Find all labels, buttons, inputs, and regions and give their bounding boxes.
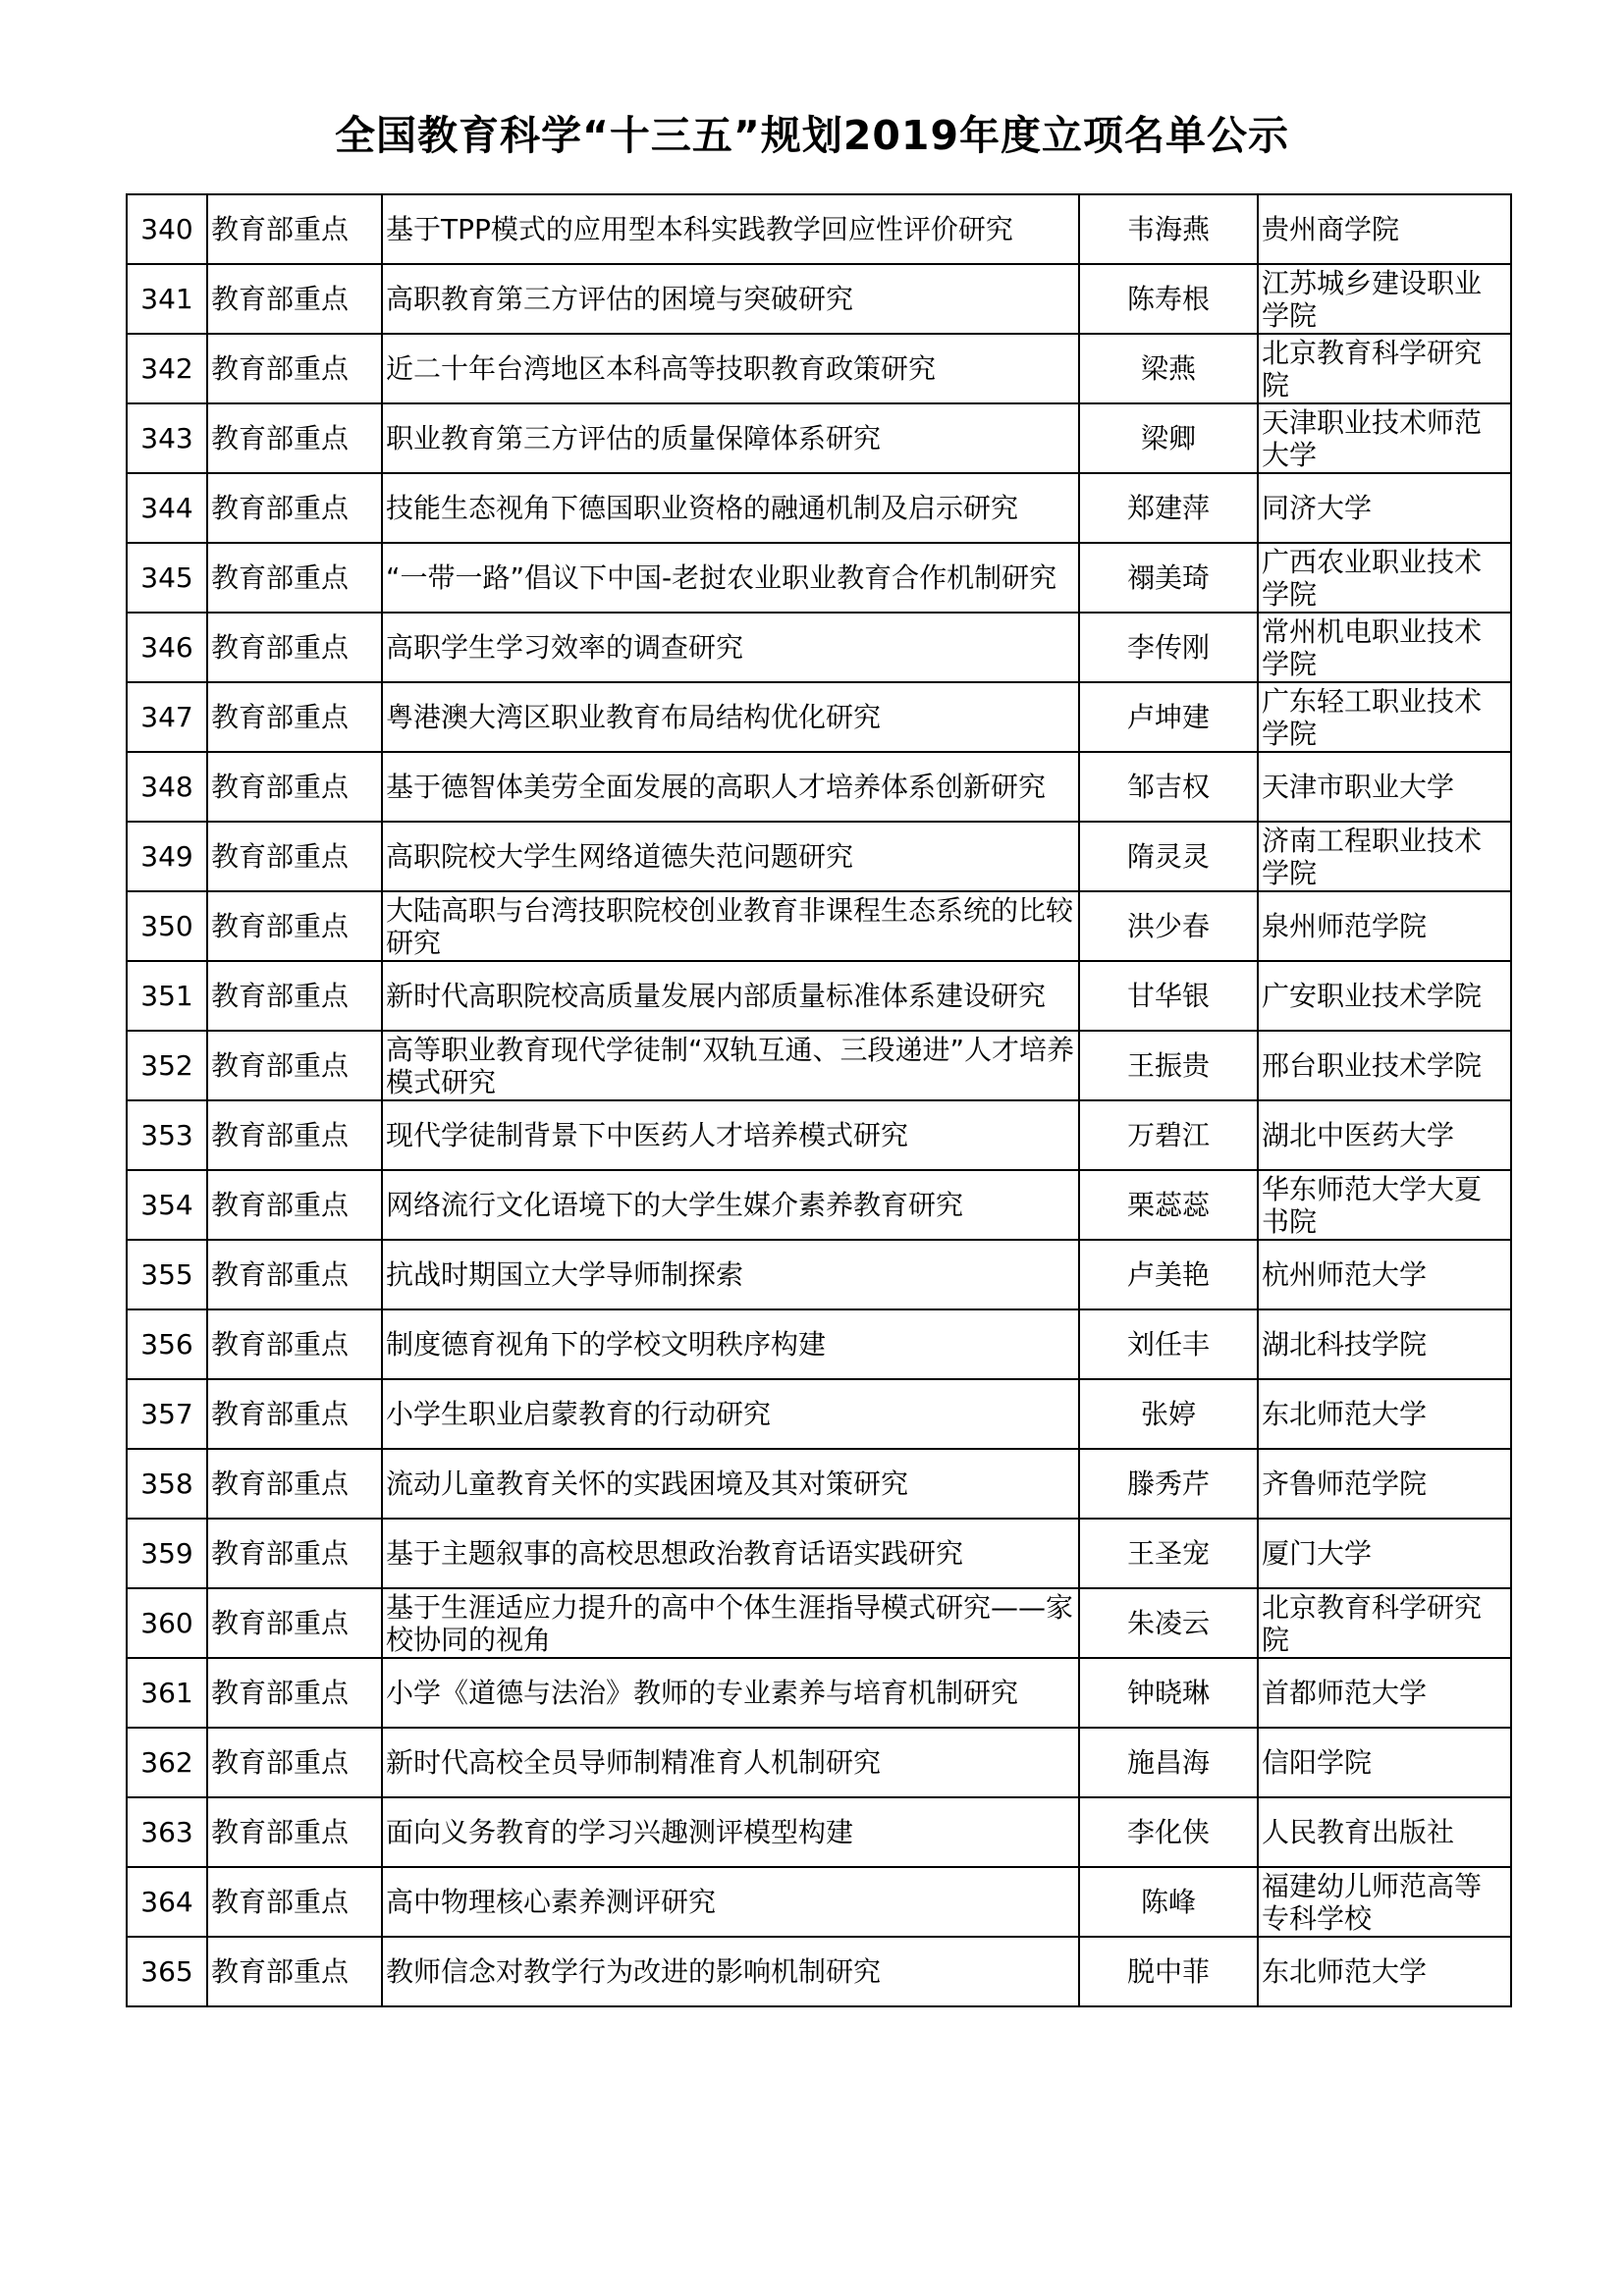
project-number: 346 [127, 613, 207, 682]
principal-name: 李化侠 [1079, 1797, 1258, 1867]
table-row [127, 264, 1511, 334]
project-number: 354 [127, 1170, 207, 1240]
project-title: 高等职业教育现代学徒制“双轨互通、三段递进”人才培养模式研究 [382, 1031, 1079, 1100]
institution-name: 广东轻工职业技术学院 [1258, 682, 1511, 752]
project-category: 教育部重点 [207, 961, 382, 1031]
project-number: 362 [127, 1728, 207, 1797]
institution-name: 泉州师范学院 [1258, 891, 1511, 961]
project-number: 352 [127, 1031, 207, 1100]
project-title: 高职教育第三方评估的困境与突破研究 [382, 264, 1079, 334]
table-row [127, 1658, 1511, 1728]
table-row [127, 1937, 1511, 2006]
table-row [127, 334, 1511, 403]
project-title: “一带一路”倡议下中国-老挝农业职业教育合作机制研究 [382, 543, 1079, 613]
project-title: 高职院校大学生网络道德失范问题研究 [382, 822, 1079, 891]
institution-name: 广西农业职业技术学院 [1258, 543, 1511, 613]
page-title: 全国教育科学“十三五”规划2019年度立项名单公示 [334, 112, 1289, 159]
institution-name: 福建幼儿师范高等专科学校 [1258, 1867, 1511, 1937]
project-category: 教育部重点 [207, 473, 382, 543]
institution-name: 湖北科技学院 [1258, 1309, 1511, 1379]
institution-name: 东北师范大学 [1258, 1937, 1511, 2006]
project-title: 新时代高职院校高质量发展内部质量标准体系建设研究 [382, 961, 1079, 1031]
project-number: 344 [127, 473, 207, 543]
project-list-table [126, 193, 1512, 2007]
table-row [127, 1240, 1511, 1309]
principal-name: 陈寿根 [1079, 264, 1258, 334]
project-title: 小学《道德与法治》教师的专业素养与培育机制研究 [382, 1658, 1079, 1728]
project-category: 教育部重点 [207, 1728, 382, 1797]
institution-name: 华东师范大学大夏书院 [1258, 1170, 1511, 1240]
table-row [127, 822, 1511, 891]
project-category: 教育部重点 [207, 1170, 382, 1240]
project-number: 353 [127, 1100, 207, 1170]
institution-name: 同济大学 [1258, 473, 1511, 543]
project-category: 教育部重点 [207, 194, 382, 264]
principal-name: 邹吉权 [1079, 752, 1258, 822]
project-title: 粤港澳大湾区职业教育布局结构优化研究 [382, 682, 1079, 752]
principal-name: 韦海燕 [1079, 194, 1258, 264]
project-category: 教育部重点 [207, 1588, 382, 1658]
table-row [127, 1031, 1511, 1100]
principal-name: 刘任丰 [1079, 1309, 1258, 1379]
table-row [127, 1309, 1511, 1379]
project-category: 教育部重点 [207, 682, 382, 752]
table-row [127, 752, 1511, 822]
table-row [127, 1728, 1511, 1797]
institution-name: 湖北中医药大学 [1258, 1100, 1511, 1170]
institution-name: 东北师范大学 [1258, 1379, 1511, 1449]
project-number: 360 [127, 1588, 207, 1658]
project-title: 基于TPP模式的应用型本科实践教学回应性评价研究 [382, 194, 1079, 264]
table-row [127, 682, 1511, 752]
project-category: 教育部重点 [207, 334, 382, 403]
table-row [127, 403, 1511, 473]
project-category: 教育部重点 [207, 1379, 382, 1449]
project-number: 348 [127, 752, 207, 822]
project-number: 358 [127, 1449, 207, 1519]
principal-name: 陈峰 [1079, 1867, 1258, 1937]
project-category: 教育部重点 [207, 822, 382, 891]
project-title: 制度德育视角下的学校文明秩序构建 [382, 1309, 1079, 1379]
project-number: 343 [127, 403, 207, 473]
institution-name: 广安职业技术学院 [1258, 961, 1511, 1031]
project-title: 新时代高校全员导师制精准育人机制研究 [382, 1728, 1079, 1797]
institution-name: 人民教育出版社 [1258, 1797, 1511, 1867]
principal-name: 钟晓琳 [1079, 1658, 1258, 1728]
institution-name: 首都师范大学 [1258, 1658, 1511, 1728]
institution-name: 邢台职业技术学院 [1258, 1031, 1511, 1100]
project-category: 教育部重点 [207, 1100, 382, 1170]
institution-name: 齐鲁师范学院 [1258, 1449, 1511, 1519]
project-number: 356 [127, 1309, 207, 1379]
project-category: 教育部重点 [207, 1658, 382, 1728]
institution-name: 天津市职业大学 [1258, 752, 1511, 822]
principal-name: 李传刚 [1079, 613, 1258, 682]
institution-name: 北京教育科学研究院 [1258, 334, 1511, 403]
project-number: 363 [127, 1797, 207, 1867]
project-number: 341 [127, 264, 207, 334]
table-row [127, 473, 1511, 543]
principal-name: 栗蕊蕊 [1079, 1170, 1258, 1240]
project-number: 361 [127, 1658, 207, 1728]
table-row [127, 1449, 1511, 1519]
principal-name: 甘华银 [1079, 961, 1258, 1031]
project-category: 教育部重点 [207, 543, 382, 613]
table-row [127, 1588, 1511, 1658]
principal-name: 洪少春 [1079, 891, 1258, 961]
project-category: 教育部重点 [207, 403, 382, 473]
project-title: 教师信念对教学行为改进的影响机制研究 [382, 1937, 1079, 2006]
principal-name: 万碧江 [1079, 1100, 1258, 1170]
table-row [127, 961, 1511, 1031]
project-title: 近二十年台湾地区本科高等技职教育政策研究 [382, 334, 1079, 403]
institution-name: 天津职业技术师范大学 [1258, 403, 1511, 473]
project-title: 高中物理核心素养测评研究 [382, 1867, 1079, 1937]
project-title: 抗战时期国立大学导师制探索 [382, 1240, 1079, 1309]
project-title: 高职学生学习效率的调查研究 [382, 613, 1079, 682]
project-category: 教育部重点 [207, 1519, 382, 1588]
project-category: 教育部重点 [207, 1240, 382, 1309]
project-category: 教育部重点 [207, 891, 382, 961]
project-number: 350 [127, 891, 207, 961]
table-row [127, 1797, 1511, 1867]
project-title: 基于德智体美劳全面发展的高职人才培养体系创新研究 [382, 752, 1079, 822]
principal-name: 王圣宠 [1079, 1519, 1258, 1588]
table-row [127, 613, 1511, 682]
principal-name: 脱中菲 [1079, 1937, 1258, 2006]
project-category: 教育部重点 [207, 1031, 382, 1100]
project-number: 349 [127, 822, 207, 891]
table-row [127, 1867, 1511, 1937]
table-row [127, 194, 1511, 264]
project-title: 面向义务教育的学习兴趣测评模型构建 [382, 1797, 1079, 1867]
project-number: 351 [127, 961, 207, 1031]
project-number: 365 [127, 1937, 207, 2006]
project-category: 教育部重点 [207, 1449, 382, 1519]
principal-name: 梁燕 [1079, 334, 1258, 403]
principal-name: 隋灵灵 [1079, 822, 1258, 891]
project-number: 347 [127, 682, 207, 752]
table-row [127, 891, 1511, 961]
table-row [127, 1519, 1511, 1588]
principal-name: 梁卿 [1079, 403, 1258, 473]
institution-name: 贵州商学院 [1258, 194, 1511, 264]
project-category: 教育部重点 [207, 752, 382, 822]
project-title: 技能生态视角下德国职业资格的融通机制及启示研究 [382, 473, 1079, 543]
principal-name: 郑建萍 [1079, 473, 1258, 543]
principal-name: 朱凌云 [1079, 1588, 1258, 1658]
project-category: 教育部重点 [207, 1797, 382, 1867]
table-row [127, 1170, 1511, 1240]
institution-name: 信阳学院 [1258, 1728, 1511, 1797]
project-category: 教育部重点 [207, 1867, 382, 1937]
project-title: 职业教育第三方评估的质量保障体系研究 [382, 403, 1079, 473]
table-body [127, 194, 1511, 2006]
project-title: 小学生职业启蒙教育的行动研究 [382, 1379, 1079, 1449]
project-category: 教育部重点 [207, 264, 382, 334]
project-title: 基于主题叙事的高校思想政治教育话语实践研究 [382, 1519, 1079, 1588]
principal-name: 王振贵 [1079, 1031, 1258, 1100]
principal-name: 禤美琦 [1079, 543, 1258, 613]
principal-name: 滕秀芹 [1079, 1449, 1258, 1519]
table-row [127, 1100, 1511, 1170]
project-category: 教育部重点 [207, 1937, 382, 2006]
principal-name: 卢美艳 [1079, 1240, 1258, 1309]
institution-name: 北京教育科学研究院 [1258, 1588, 1511, 1658]
institution-name: 常州机电职业技术学院 [1258, 613, 1511, 682]
project-title: 大陆高职与台湾技职院校创业教育非课程生态系统的比较研究 [382, 891, 1079, 961]
institution-name: 济南工程职业技术学院 [1258, 822, 1511, 891]
principal-name: 施昌海 [1079, 1728, 1258, 1797]
project-title: 基于生涯适应力提升的高中个体生涯指导模式研究——家校协同的视角 [382, 1588, 1079, 1658]
principal-name: 张婷 [1079, 1379, 1258, 1449]
project-number: 342 [127, 334, 207, 403]
project-category: 教育部重点 [207, 1309, 382, 1379]
table-row [127, 1379, 1511, 1449]
project-number: 364 [127, 1867, 207, 1937]
table-row [127, 543, 1511, 613]
institution-name: 杭州师范大学 [1258, 1240, 1511, 1309]
project-title: 现代学徒制背景下中医药人才培养模式研究 [382, 1100, 1079, 1170]
project-number: 340 [127, 194, 207, 264]
project-number: 359 [127, 1519, 207, 1588]
project-category: 教育部重点 [207, 613, 382, 682]
institution-name: 江苏城乡建设职业学院 [1258, 264, 1511, 334]
project-title: 流动儿童教育关怀的实践困境及其对策研究 [382, 1449, 1079, 1519]
principal-name: 卢坤建 [1079, 682, 1258, 752]
project-number: 345 [127, 543, 207, 613]
institution-name: 厦门大学 [1258, 1519, 1511, 1588]
project-number: 355 [127, 1240, 207, 1309]
project-title: 网络流行文化语境下的大学生媒介素养教育研究 [382, 1170, 1079, 1240]
project-number: 357 [127, 1379, 207, 1449]
